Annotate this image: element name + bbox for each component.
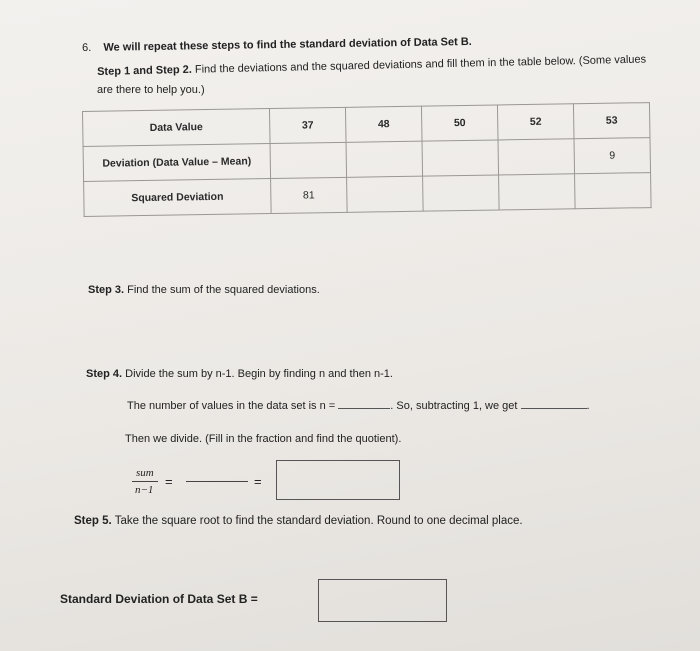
table-cell: 37 (269, 107, 346, 143)
table-cell: 81 (271, 177, 348, 213)
fraction-denominator: n−1 (135, 484, 154, 496)
n-answer-blank[interactable] (338, 398, 390, 409)
n-minus-one-answer-blank[interactable] (521, 398, 587, 409)
n-line (127, 398, 590, 412)
quotient-answer-box[interactable] (276, 460, 400, 500)
step5-text: Take the square root to find the standard deviation. Round to one decimal place. (114, 515, 523, 527)
fraction-answer-line[interactable] (186, 481, 248, 482)
table-cell-input[interactable] (498, 139, 575, 175)
table-cell-input[interactable] (575, 173, 652, 209)
n-line-mid: . So, subtracting 1, we get (390, 400, 518, 412)
divide-instruction: Then we divide. (Fill in the fraction and find the quotient). (125, 433, 402, 445)
step12-label: Step 1 and Step 2. (97, 63, 192, 78)
fraction-bar (132, 481, 158, 482)
table-row-squared-deviation (84, 173, 651, 217)
equals-sign: = (165, 474, 173, 489)
step12-instruction (97, 54, 646, 78)
table-cell-input[interactable] (346, 141, 423, 177)
table-cell-input[interactable] (422, 140, 499, 176)
step3-label: Step 3. (88, 284, 125, 296)
table-cell: 50 (421, 105, 498, 141)
table-cell: 9 (574, 138, 651, 174)
step12-text-line2: are there to help you.) (97, 84, 205, 96)
step12-text: Find the deviations and the squared deviations and fill them in the table below. (Some values (194, 53, 647, 76)
step4-text: Divide the sum by n-1. Begin by finding n and then n-1. (125, 368, 393, 380)
data-set-name: Data Set B. (413, 35, 472, 49)
question-intro: We will repeat these steps to find the standard deviation of (103, 36, 411, 54)
table-cell: 52 (497, 104, 574, 140)
equals-sign: = (254, 474, 262, 489)
table-cell: 48 (345, 106, 422, 142)
row-label: Squared Deviation (84, 179, 272, 217)
table-cell-input[interactable] (499, 174, 576, 210)
std-dev-label: Standard Deviation of Data Set B = (60, 592, 258, 606)
step5-label: Step 5. (74, 515, 112, 527)
table-cell-input[interactable] (347, 176, 424, 212)
n-line-start: The number of values in the data set is n = (127, 400, 336, 412)
n-line-end: . (586, 400, 590, 412)
step3-text: Find the sum of the squared deviations. (127, 284, 320, 296)
row-label: Data Value (83, 109, 271, 147)
question-header (82, 36, 472, 54)
std-dev-answer-box[interactable] (318, 579, 447, 622)
step4-label: Step 4. (86, 368, 123, 380)
table-cell-input[interactable] (270, 142, 347, 178)
step5-instruction (74, 515, 523, 527)
fraction-numerator: sum (136, 467, 154, 479)
row-label: Deviation (Data Value – Mean) (83, 144, 271, 182)
step4-instruction (86, 368, 393, 380)
data-table (82, 102, 652, 217)
step3-instruction (88, 284, 320, 296)
table-cell-input[interactable] (423, 175, 500, 211)
table-cell: 53 (573, 103, 650, 139)
question-number: 6. (81, 41, 92, 55)
